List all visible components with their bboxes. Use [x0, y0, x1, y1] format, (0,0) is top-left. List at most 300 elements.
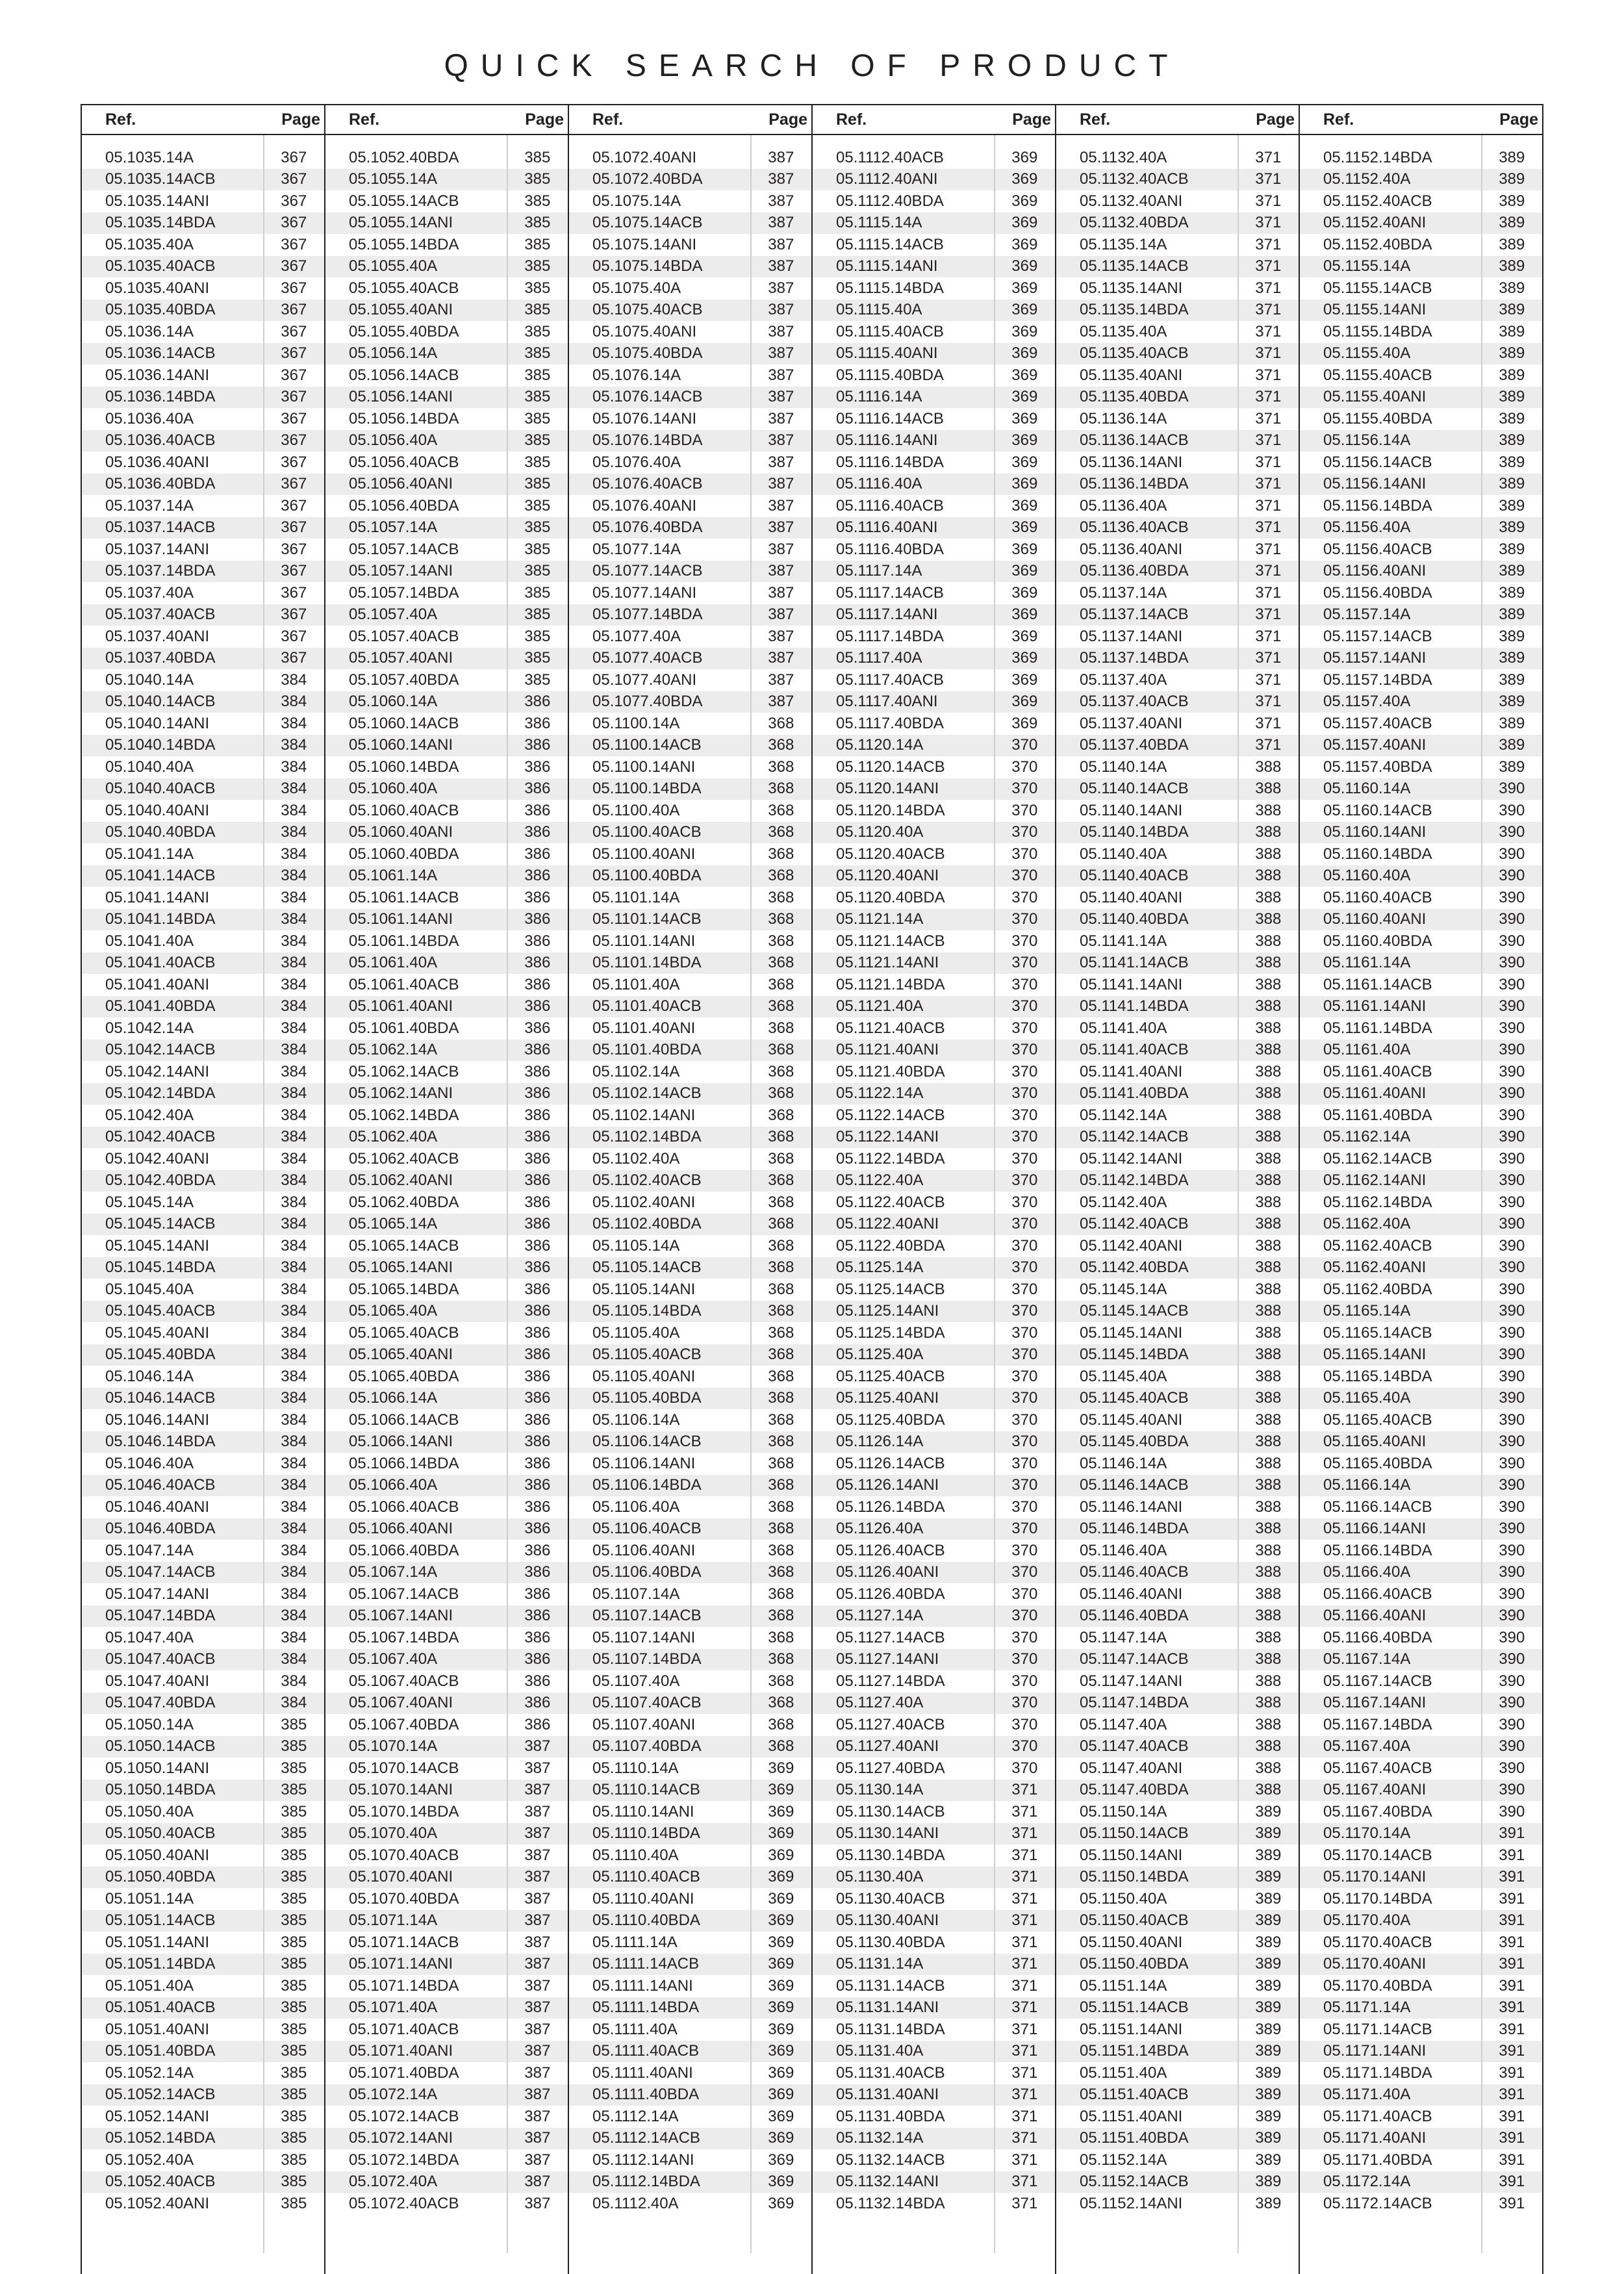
ref-code: 05.1126.40BDA: [836, 1585, 945, 1603]
page-number: 368: [768, 1650, 794, 1668]
ref-code: 05.1076.40BDA: [592, 518, 703, 537]
ref-code: 05.1150.14ACB: [1080, 1824, 1189, 1843]
index-entry: [1300, 1540, 1542, 1562]
ref-code: 05.1122.40A: [836, 1171, 924, 1190]
ref-code: 05.1121.14ACB: [836, 932, 945, 950]
index-entry: [1056, 582, 1299, 604]
page-number: 387: [768, 214, 794, 232]
index-entry: [569, 430, 811, 452]
ref-code: 05.1155.14ANI: [1323, 301, 1427, 319]
index-entry: [82, 669, 324, 691]
index-entry: [325, 1693, 568, 1715]
index-entry: [82, 1932, 324, 1954]
index-entry: [1056, 1975, 1299, 1997]
ref-code: 05.1100.14BDA: [592, 780, 702, 798]
index-entry: [325, 1888, 568, 1910]
ref-code: 05.1070.40ACB: [349, 1846, 459, 1864]
index-entry: [813, 495, 1055, 517]
index-column: [325, 105, 569, 2274]
page-number: 369: [1011, 431, 1038, 450]
ref-code: 05.1107.14BDA: [592, 1650, 702, 1668]
index-entry: [1056, 822, 1299, 844]
ref-code: 05.1105.40ACB: [592, 1346, 702, 1364]
index-entry: [569, 1975, 811, 1997]
page-number: 370: [1011, 1171, 1038, 1190]
ref-code: 05.1071.14A: [349, 1911, 438, 1930]
ref-code: 05.1145.14A: [1080, 1280, 1167, 1298]
page-number: 371: [1255, 606, 1282, 624]
page-number: 390: [1499, 1650, 1525, 1668]
page-number: 369: [768, 2107, 794, 2125]
page-number: 387: [524, 1737, 551, 1756]
column-body: [813, 135, 1055, 2215]
page-number: 386: [524, 1672, 551, 1690]
ref-code: 05.1172.14ACB: [1323, 2194, 1432, 2212]
page-number: 386: [524, 888, 551, 906]
index-entry: [1056, 277, 1299, 300]
ref-code: 05.1145.14ANI: [1080, 1323, 1183, 1342]
ref-code: 05.1120.14BDA: [836, 801, 945, 819]
index-entry: [82, 2041, 324, 2063]
ref-code: 05.1035.40A: [105, 235, 194, 253]
ref-code: 05.1106.40A: [592, 1498, 680, 1516]
index-entry: [325, 212, 568, 235]
ref-code: 05.1121.14BDA: [836, 975, 945, 993]
ref-code: 05.1111.40BDA: [592, 2086, 700, 2104]
ref-code: 05.1167.40ACB: [1323, 1759, 1432, 1777]
ref-code: 05.1101.14ANI: [592, 932, 696, 950]
page-number: 390: [1499, 845, 1525, 863]
page-number: 390: [1499, 1258, 1525, 1277]
ref-code: 05.1036.14A: [105, 322, 194, 340]
page-number: 388: [1255, 1498, 1282, 1516]
page-number: 387: [768, 322, 794, 340]
page-number: 389: [1499, 606, 1525, 624]
ref-code: 05.1171.14A: [1323, 1999, 1411, 2017]
index-entry: [325, 1322, 568, 1344]
index-entry: [1056, 321, 1299, 343]
index-entry: [1056, 147, 1299, 169]
ref-code: 05.1045.40ACB: [105, 1302, 216, 1320]
index-entry: [569, 996, 811, 1018]
index-entry: [813, 626, 1055, 648]
index-entry: [1056, 1127, 1299, 1149]
ref-code: 05.1136.14ACB: [1080, 431, 1189, 450]
page-number: 367: [281, 214, 307, 232]
ref-code: 05.1165.14ANI: [1323, 1346, 1427, 1364]
index-entry: [325, 1366, 568, 1388]
ref-code: 05.1050.14A: [105, 1715, 194, 1733]
ref-code: 05.1165.14A: [1323, 1302, 1411, 1320]
page-number: 386: [524, 1323, 551, 1342]
index-entry: [1300, 517, 1542, 539]
page-number: 367: [281, 518, 307, 537]
page-number: 384: [281, 780, 307, 798]
page-number: 387: [524, 1889, 551, 1908]
ref-code: 05.1116.40A: [836, 475, 922, 493]
ref-code: 05.1131.40BDA: [836, 2107, 945, 2125]
index-entry: [813, 212, 1055, 235]
ref-code: 05.1067.14ACB: [349, 1585, 459, 1603]
ref-code: 05.1057.40ACB: [349, 627, 459, 645]
page-number: 385: [281, 2042, 307, 2060]
ref-code: 05.1155.14BDA: [1323, 322, 1432, 340]
ref-code: 05.1046.40A: [105, 1454, 194, 1472]
index-entry: [569, 887, 811, 909]
ref-code: 05.1147.40ACB: [1080, 1737, 1189, 1756]
index-entry: [813, 800, 1055, 822]
index-entry: [569, 1693, 811, 1715]
ref-code: 05.1041.14ANI: [105, 888, 210, 906]
index-entry: [813, 1366, 1055, 1388]
index-entry: [82, 1192, 324, 1214]
ref-code: 05.1165.40A: [1323, 1389, 1411, 1407]
index-entry: [1300, 495, 1542, 517]
index-entry: [82, 1257, 324, 1279]
page-number: 368: [768, 1323, 794, 1342]
ref-code: 05.1166.14A: [1323, 1476, 1411, 1494]
index-entry: [325, 1301, 568, 1323]
index-entry: [325, 190, 568, 212]
page-number: 370: [1011, 1694, 1038, 1712]
index-entry: [569, 300, 811, 322]
ref-code: 05.1141.14BDA: [1080, 997, 1189, 1016]
ref-code: 05.1162.40A: [1323, 1215, 1411, 1233]
ref-code: 05.1072.14BDA: [349, 2151, 459, 2169]
index-entry: [569, 1801, 811, 1823]
page-number: 367: [281, 301, 307, 319]
ref-code: 05.1166.40BDA: [1323, 1628, 1432, 1646]
page-number: 370: [1011, 1541, 1038, 1559]
page-number: 391: [1499, 2063, 1525, 2082]
index-entry: [1300, 822, 1542, 844]
index-entry: [813, 1344, 1055, 1366]
ref-code: 05.1045.14A: [105, 1193, 194, 1211]
page-number: 387: [768, 257, 794, 275]
ref-code: 05.1076.14ANI: [592, 409, 697, 428]
ref-code: 05.1066.40ANI: [349, 1520, 453, 1538]
ref-code: 05.1047.14ANI: [105, 1585, 210, 1603]
index-entry: [325, 1017, 568, 1040]
index-entry: [813, 909, 1055, 931]
index-entry: [1056, 1954, 1299, 1976]
index-entry: [325, 822, 568, 844]
index-entry: [1056, 1170, 1299, 1192]
page-number: 386: [524, 1715, 551, 1733]
page-number: 386: [524, 1498, 551, 1516]
page-number: 390: [1499, 1215, 1525, 1233]
ref-code: 05.1111.14BDA: [592, 1999, 700, 2017]
ref-code: 05.1116.14BDA: [836, 453, 944, 471]
ref-code: 05.1077.14BDA: [592, 606, 703, 624]
page-number: 389: [1499, 257, 1525, 275]
page-number: 369: [1011, 366, 1038, 384]
page-number: 385: [281, 2194, 307, 2212]
ref-code: 05.1132.14A: [836, 2129, 924, 2147]
index-entry: [325, 1518, 568, 1540]
page-number: 390: [1499, 1563, 1525, 1581]
ref-code: 05.1062.14ANI: [349, 1084, 453, 1103]
index-entry: [813, 713, 1055, 735]
index-entry: [569, 1083, 811, 1105]
index-entry: [1300, 1366, 1542, 1388]
index-entry: [325, 2106, 568, 2128]
page-number: 384: [281, 1607, 307, 1625]
ref-code: 05.1051.14ACB: [105, 1911, 216, 1930]
index-entry: [1056, 1605, 1299, 1628]
index-entry: [1056, 452, 1299, 474]
ref-code: 05.1167.14A: [1323, 1650, 1411, 1668]
ref-code: 05.1041.40ANI: [105, 975, 210, 993]
index-entry: [569, 1845, 811, 1867]
ref-code: 05.1050.40ANI: [105, 1846, 210, 1864]
page-number: 367: [281, 496, 307, 515]
page-number: 384: [281, 1128, 307, 1146]
index-entry: [569, 1257, 811, 1279]
ref-code: 05.1046.14BDA: [105, 1433, 216, 1451]
page-number: 388: [1255, 1781, 1282, 1799]
index-entry: [1056, 1366, 1299, 1388]
page-number: 391: [1499, 1933, 1525, 1951]
index-entry: [325, 2041, 568, 2063]
page-number: 387: [768, 453, 794, 471]
ref-code: 05.1070.40ANI: [349, 1868, 453, 1886]
index-entry: [1300, 669, 1542, 691]
page-number: 385: [281, 1999, 307, 2017]
page-number: 384: [281, 693, 307, 711]
ref-code: 05.1077.40BDA: [592, 693, 703, 711]
index-entry: [1056, 756, 1299, 778]
ref-code: 05.1122.40BDA: [836, 1236, 945, 1255]
ref-code: 05.1077.14ACB: [592, 562, 703, 580]
index-entry: [813, 2041, 1055, 2063]
ref-code: 05.1141.40ANI: [1080, 1062, 1183, 1080]
page-number: 368: [768, 1672, 794, 1690]
page-number: 369: [768, 1781, 794, 1799]
index-entry: [82, 2019, 324, 2041]
page-number: 370: [1011, 1215, 1038, 1233]
ref-code: 05.1146.40BDA: [1080, 1607, 1189, 1625]
ref-code: 05.1140.40BDA: [1080, 910, 1189, 928]
ref-code: 05.1125.40BDA: [836, 1411, 945, 1429]
index-entry: [325, 1562, 568, 1584]
ref-code: 05.1050.14ACB: [105, 1737, 216, 1756]
page-number: 388: [1255, 1650, 1282, 1668]
ref-code: 05.1161.40ACB: [1323, 1062, 1432, 1080]
index-entry: [1056, 1867, 1299, 1889]
ref-code: 05.1055.40ACB: [349, 279, 459, 297]
page-number: 369: [1011, 301, 1038, 319]
page-number: 388: [1255, 1171, 1282, 1190]
index-entry: [82, 1954, 324, 1976]
page-number: 367: [281, 344, 307, 363]
page-number: 389: [1499, 518, 1525, 537]
index-entry: [325, 300, 568, 322]
page-number: 368: [768, 1193, 794, 1211]
page-number: 386: [524, 867, 551, 885]
ref-code: 05.1121.40ANI: [836, 1041, 939, 1059]
page-number: 384: [281, 1694, 307, 1712]
page-number: 368: [768, 1498, 794, 1516]
page-number: 389: [1499, 540, 1525, 558]
ref-code: 05.1132.40ANI: [1080, 192, 1183, 210]
page-number: 391: [1499, 1999, 1525, 2017]
page-number: 367: [281, 475, 307, 493]
index-entry: [1056, 212, 1299, 235]
index-entry: [325, 321, 568, 343]
page-number: 369: [1011, 148, 1038, 166]
page-number: 390: [1499, 1367, 1525, 1385]
index-entry: [813, 1997, 1055, 2019]
index-entry: [1300, 626, 1542, 648]
index-entry: [82, 648, 324, 670]
page-number: 387: [768, 606, 794, 624]
page-number: 386: [524, 1389, 551, 1407]
ref-code: 05.1056.14ACB: [349, 366, 459, 384]
index-entry: [1300, 887, 1542, 909]
page-number: 371: [1255, 562, 1282, 580]
page-number: 387: [768, 170, 794, 188]
page-number: 384: [281, 1280, 307, 1298]
page-number: 385: [281, 1976, 307, 1995]
ref-code: 05.1051.14ANI: [105, 1933, 210, 1951]
page-number: 371: [1011, 1976, 1038, 1995]
index-entry: [1056, 996, 1299, 1018]
page-number: 387: [524, 1933, 551, 1951]
index-entry: [1056, 2193, 1299, 2215]
page-number: 389: [1499, 388, 1525, 406]
ref-code: 05.1165.40BDA: [1323, 1454, 1432, 1472]
ref-code: 05.1140.14ANI: [1080, 801, 1183, 819]
ref-code: 05.1157.40BDA: [1323, 758, 1432, 776]
index-entry: [569, 190, 811, 212]
index-entry: [1056, 887, 1299, 909]
index-entry: [569, 517, 811, 539]
index-entry: [1056, 1496, 1299, 1518]
page-number: 386: [524, 1563, 551, 1581]
ref-code: 05.1062.14BDA: [349, 1106, 459, 1124]
index-entry: [1300, 2106, 1542, 2128]
ref-code: 05.1067.40A: [349, 1650, 438, 1668]
page-number: 384: [281, 1171, 307, 1190]
page-number: 371: [1011, 1802, 1038, 1820]
page-number: 388: [1255, 1433, 1282, 1451]
page-number: 385: [524, 627, 551, 645]
page-number: 384: [281, 671, 307, 689]
index-entry: [1300, 1148, 1542, 1170]
page-number: 369: [1011, 649, 1038, 667]
page-number: 388: [1255, 1454, 1282, 1472]
column-header: [325, 105, 568, 135]
page-number: 390: [1499, 1737, 1525, 1756]
index-entry: [1300, 2019, 1542, 2041]
index-entry: [1300, 2041, 1542, 2063]
ref-code: 05.1155.40BDA: [1323, 409, 1432, 428]
page-number: 385: [524, 540, 551, 558]
index-entry: [813, 2193, 1055, 2215]
index-entry: [325, 1409, 568, 1431]
ref-code: 05.1147.14A: [1080, 1628, 1167, 1646]
ref-code: 05.1127.40BDA: [836, 1759, 945, 1777]
ref-code: 05.1075.14ACB: [592, 214, 703, 232]
index-entry: [569, 669, 811, 691]
index-entry: [569, 1344, 811, 1366]
ref-code: 05.1100.14A: [592, 714, 680, 732]
index-entry: [82, 604, 324, 626]
ref-code: 05.1105.40A: [592, 1323, 680, 1342]
page-number: 389: [1499, 671, 1525, 689]
index-entry: [1300, 1409, 1542, 1431]
page-number: 387: [524, 1955, 551, 1973]
index-entry: [82, 865, 324, 888]
ref-code: 05.1106.40ACB: [592, 1520, 702, 1538]
page-number: 389: [1499, 279, 1525, 297]
page-number: 391: [1499, 1955, 1525, 1973]
ref-code: 05.1137.14A: [1080, 583, 1167, 602]
ref-code: 05.1155.14A: [1323, 257, 1411, 275]
ref-code: 05.1037.14A: [105, 496, 194, 515]
page-number: 369: [768, 1999, 794, 2017]
page-number: 370: [1011, 1715, 1038, 1733]
index-entry: [569, 2106, 811, 2128]
ref-code: 05.1132.14ANI: [836, 2173, 939, 2191]
index-entry: [82, 800, 324, 822]
page-number: 369: [768, 1868, 794, 1886]
page-number: 384: [281, 932, 307, 950]
page-number: 371: [1255, 431, 1282, 450]
page-number: 385: [524, 518, 551, 537]
ref-code: 05.1155.40ANI: [1323, 388, 1427, 406]
page-number: 389: [1255, 2194, 1282, 2212]
page-number: 367: [281, 583, 307, 602]
page-number: 390: [1499, 1149, 1525, 1168]
ref-code: 05.1042.40ACB: [105, 1128, 216, 1146]
page-number: 371: [1255, 170, 1282, 188]
index-entry: [1056, 1148, 1299, 1170]
ref-code: 05.1140.14BDA: [1080, 823, 1189, 841]
page-number: 384: [281, 736, 307, 754]
page-number: 389: [1499, 496, 1525, 515]
index-entry: [1300, 865, 1542, 888]
ref-code: 05.1036.40BDA: [105, 475, 216, 493]
page-number: 369: [1011, 388, 1038, 406]
index-entry: [1300, 648, 1542, 670]
ref-code: 05.1105.14A: [592, 1236, 680, 1255]
ref-code: 05.1131.14ACB: [836, 1976, 945, 1995]
page-number: 386: [524, 1193, 551, 1211]
index-entry: [82, 1127, 324, 1149]
page-number: 369: [1011, 322, 1038, 340]
page-number: 369: [768, 1759, 794, 1777]
ref-code: 05.1131.40ACB: [836, 2063, 945, 2082]
ref-code: 05.1161.14ACB: [1323, 975, 1432, 993]
index-entry: [569, 756, 811, 778]
ref-code: 05.1167.40A: [1323, 1737, 1411, 1756]
index-entry: [813, 364, 1055, 387]
page-number: 367: [281, 562, 307, 580]
ref-code: 05.1046.14ANI: [105, 1411, 210, 1429]
index-entry: [1056, 1344, 1299, 1366]
index-entry: [813, 1888, 1055, 1910]
index-entry: [1300, 561, 1542, 583]
index-entry: [1300, 1736, 1542, 1758]
ref-code: 05.1037.40BDA: [105, 649, 216, 667]
page-number: 387: [768, 344, 794, 363]
index-entry: [1300, 1105, 1542, 1127]
page-number: 385: [281, 1868, 307, 1886]
page-number: 390: [1499, 1585, 1525, 1603]
ref-code: 05.1061.40ACB: [349, 975, 459, 993]
